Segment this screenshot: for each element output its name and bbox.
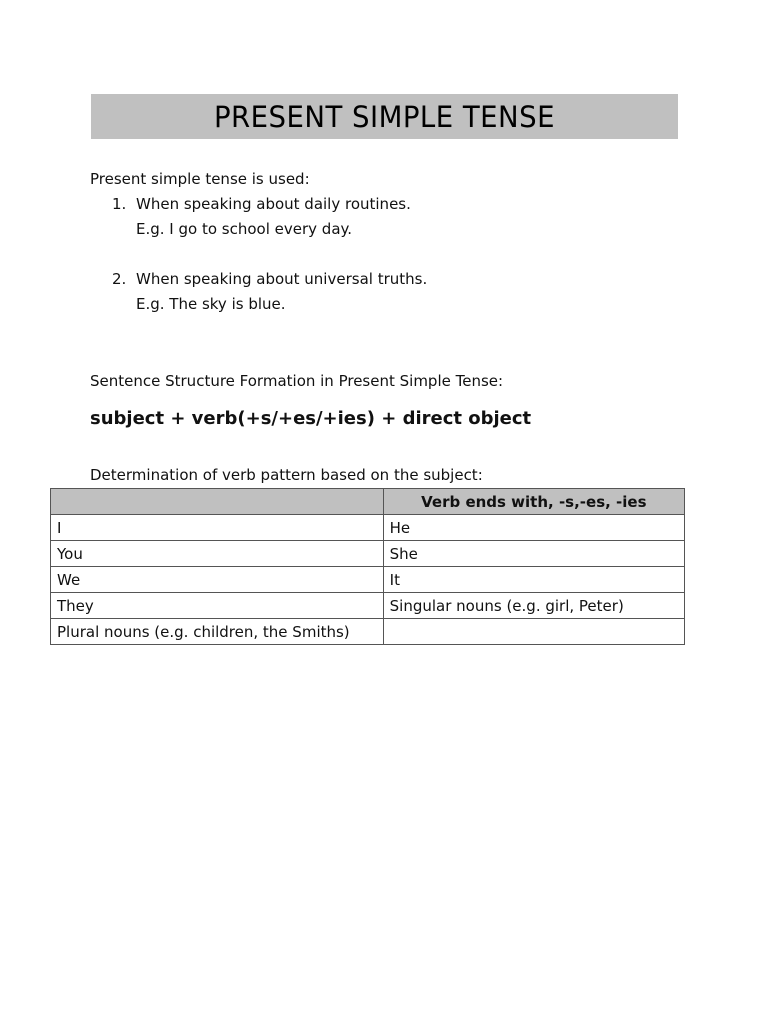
table-row	[51, 567, 685, 593]
determination-heading: Determination of verb pattern based on the subject:	[90, 466, 483, 484]
structure-heading: Sentence Structure Formation in Present Simple Tense:	[90, 372, 504, 390]
title-banner	[91, 94, 678, 139]
table-cell	[383, 619, 684, 645]
table-row	[51, 541, 685, 567]
use-1-example: E.g. I go to school every day.	[136, 220, 353, 238]
use-2-example: E.g. The sky is blue.	[136, 295, 286, 313]
table-cell: I	[51, 515, 384, 541]
use-2-text: When speaking about universal truths.	[136, 270, 428, 288]
sentence-formula: subject + verb(+s/+es/+ies) + direct object	[90, 408, 532, 429]
use-1-number: 1.	[112, 195, 127, 213]
verb-pattern-table	[50, 488, 685, 645]
table-row	[51, 619, 685, 645]
page-title: PRESENT SIMPLE TENSE	[213, 99, 555, 134]
table-cell: They	[51, 593, 384, 619]
table-cell: You	[51, 541, 384, 567]
table-cell: She	[383, 541, 684, 567]
use-2-number: 2.	[112, 270, 127, 288]
table-cell: It	[383, 567, 684, 593]
table-cell: Plural nouns (e.g. children, the Smiths)	[51, 619, 384, 645]
table-header-cell: Verb ends with, -s,-es, -ies	[383, 489, 684, 515]
table-row	[51, 593, 685, 619]
intro-text: Present simple tense is used:	[90, 170, 310, 188]
table-header-cell	[51, 489, 384, 515]
table-cell: He	[383, 515, 684, 541]
use-1-text: When speaking about daily routines.	[136, 195, 411, 213]
table-cell: Singular nouns (e.g. girl, Peter)	[383, 593, 684, 619]
table-row	[51, 515, 685, 541]
table-cell: We	[51, 567, 384, 593]
table-header-row	[51, 489, 685, 515]
